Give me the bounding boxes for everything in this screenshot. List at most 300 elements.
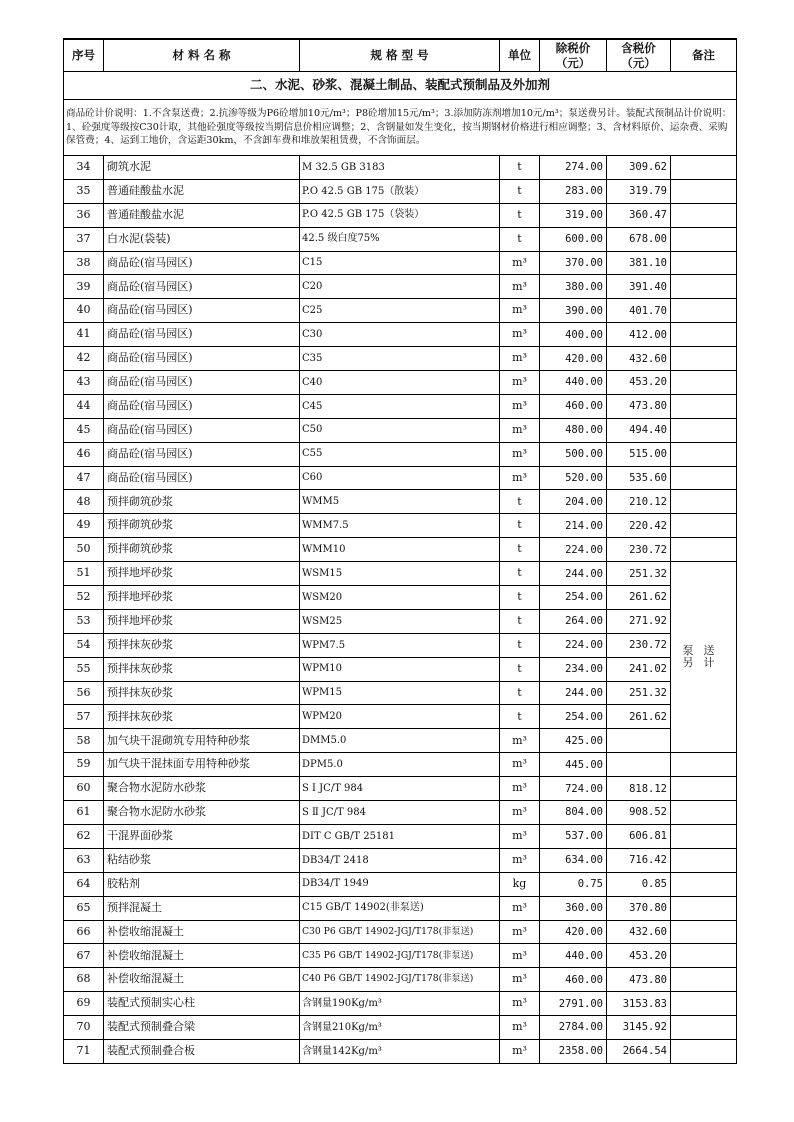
header-row (64, 39, 737, 72)
row-number: 54 (64, 633, 104, 657)
header-unit: 单位 (500, 39, 540, 72)
remark-pump-fee (671, 562, 737, 753)
material-name: 商品砼(宿马园区) (104, 442, 300, 466)
material-name: 粘结砂浆 (104, 848, 300, 872)
row-number: 53 (64, 609, 104, 633)
header-no: 序号 (64, 39, 104, 72)
remark (671, 275, 737, 299)
price-ex-tax: 0.75 (540, 872, 607, 896)
row-number: 63 (64, 848, 104, 872)
row-number: 58 (64, 729, 104, 753)
spec-model: C20 (300, 275, 500, 299)
spec-model: 含钢量210Kg/m³ (300, 1016, 500, 1040)
price-inc-tax: 230.72 (607, 538, 671, 562)
table-row (64, 251, 737, 275)
spec-model: DB34/T 1949 (300, 872, 500, 896)
table-row (64, 657, 737, 681)
table-row (64, 753, 737, 777)
row-number: 65 (64, 896, 104, 920)
price-ex-tax: 244.00 (540, 681, 607, 705)
material-name: 聚合物水泥防水砂浆 (104, 777, 300, 801)
price-inc-tax: 453.20 (607, 371, 671, 395)
header-remark: 备注 (671, 39, 737, 72)
price-ex-tax: 634.00 (540, 848, 607, 872)
price-ex-tax: 420.00 (540, 920, 607, 944)
remark (671, 920, 737, 944)
price-inc-tax: 210.12 (607, 490, 671, 514)
material-name: 预拌抹灰砂浆 (104, 705, 300, 729)
unit: kg (500, 872, 540, 896)
price-table (63, 38, 737, 1064)
row-number: 52 (64, 586, 104, 610)
table-row (64, 992, 737, 1016)
unit: m³ (500, 299, 540, 323)
material-name: 商品砼(宿马园区) (104, 323, 300, 347)
price-ex-tax: 214.00 (540, 514, 607, 538)
price-ex-tax: 2784.00 (540, 1016, 607, 1040)
table-row (64, 371, 737, 395)
material-name: 预拌地坪砂浆 (104, 609, 300, 633)
material-name: 装配式预制实心柱 (104, 992, 300, 1016)
unit: m³ (500, 801, 540, 825)
spec-model: C30 P6 GB/T 14902-JGJ/T178(非泵送) (300, 920, 500, 944)
row-number: 38 (64, 251, 104, 275)
spec-model: C30 (300, 323, 500, 347)
material-name: 商品砼(宿马园区) (104, 466, 300, 490)
material-name: 加气块干混砌筑专用特种砂浆 (104, 729, 300, 753)
price-ex-tax: 319.00 (540, 203, 607, 227)
row-number: 55 (64, 657, 104, 681)
spec-model: C35 P6 GB/T 14902-JGJ/T178(非泵送) (300, 944, 500, 968)
unit: m³ (500, 1039, 540, 1063)
material-name: 补偿收缩混凝土 (104, 920, 300, 944)
price-inc-tax: 261.62 (607, 586, 671, 610)
spec-model: DIT C GB/T 25181 (300, 824, 500, 848)
price-inc-tax: 412.00 (607, 323, 671, 347)
spec-model: WSM20 (300, 586, 500, 610)
price-inc-tax: 432.60 (607, 347, 671, 371)
unit: t (500, 203, 540, 227)
row-number: 56 (64, 681, 104, 705)
unit: m³ (500, 251, 540, 275)
price-inc-tax: 261.62 (607, 705, 671, 729)
table-row (64, 944, 737, 968)
remark (671, 466, 737, 490)
remark (671, 442, 737, 466)
unit: t (500, 538, 540, 562)
material-name: 普通硅酸盐水泥 (104, 203, 300, 227)
remark (671, 251, 737, 275)
price-inc-tax: 319.79 (607, 179, 671, 203)
price-inc-tax: 716.42 (607, 848, 671, 872)
price-ex-tax: 244.00 (540, 562, 607, 586)
unit: t (500, 609, 540, 633)
row-number: 67 (64, 944, 104, 968)
unit: t (500, 562, 540, 586)
price-ex-tax: 480.00 (540, 418, 607, 442)
row-number: 44 (64, 394, 104, 418)
material-name: 胶粘剂 (104, 872, 300, 896)
remark (671, 371, 737, 395)
remark (671, 824, 737, 848)
table-row (64, 442, 737, 466)
remark (671, 896, 737, 920)
unit: m³ (500, 466, 540, 490)
remark (671, 203, 737, 227)
spec-model: C55 (300, 442, 500, 466)
table-row (64, 347, 737, 371)
material-name: 预拌混凝土 (104, 896, 300, 920)
material-name: 装配式预制叠合板 (104, 1039, 300, 1063)
price-ex-tax: 460.00 (540, 968, 607, 992)
price-inc-tax: 230.72 (607, 633, 671, 657)
table-row (64, 586, 737, 610)
table-row (64, 777, 737, 801)
row-number: 64 (64, 872, 104, 896)
row-number: 39 (64, 275, 104, 299)
remark (671, 753, 737, 777)
material-name: 预拌砌筑砂浆 (104, 538, 300, 562)
remark (671, 1039, 737, 1063)
table-row (64, 1016, 737, 1040)
unit: m³ (500, 777, 540, 801)
row-number: 62 (64, 824, 104, 848)
remark (671, 538, 737, 562)
section-row (64, 72, 737, 100)
section-title: 二、水泥、砂浆、混凝土制品、装配式预制品及外加剂 (64, 72, 737, 100)
unit: m³ (500, 275, 540, 299)
unit: m³ (500, 824, 540, 848)
row-number: 71 (64, 1039, 104, 1063)
spec-model: C15 (300, 251, 500, 275)
row-number: 41 (64, 323, 104, 347)
remark-line-2: 另计 (682, 656, 725, 670)
price-ex-tax: 600.00 (540, 227, 607, 251)
price-inc-tax: 606.81 (607, 824, 671, 848)
price-ex-tax: 390.00 (540, 299, 607, 323)
material-name: 商品砼(宿马园区) (104, 347, 300, 371)
spec-model: DMM5.0 (300, 729, 500, 753)
price-ex-tax: 804.00 (540, 801, 607, 825)
price-inc-tax: 515.00 (607, 442, 671, 466)
price-ex-tax: 520.00 (540, 466, 607, 490)
unit: t (500, 657, 540, 681)
price-ex-tax: 370.00 (540, 251, 607, 275)
remark (671, 156, 737, 180)
price-inc-tax: 391.40 (607, 275, 671, 299)
material-name: 商品砼(宿马园区) (104, 275, 300, 299)
price-inc-tax: 370.80 (607, 896, 671, 920)
spec-model: C15 GB/T 14902(非泵送) (300, 896, 500, 920)
row-number: 70 (64, 1016, 104, 1040)
row-number: 46 (64, 442, 104, 466)
remark (671, 872, 737, 896)
price-ex-tax: 440.00 (540, 371, 607, 395)
spec-model: WPM20 (300, 705, 500, 729)
spec-model: C40 (300, 371, 500, 395)
row-number: 36 (64, 203, 104, 227)
material-name: 白水泥(袋装) (104, 227, 300, 251)
spec-model: 含钢量190Kg/m³ (300, 992, 500, 1016)
material-name: 加气块干混抹面专用特种砂浆 (104, 753, 300, 777)
pricing-note: 商品砼计价说明：1.不含泵送费；2.抗渗等级为P6砼增加10元/m³；P8砼增加15元/m³；3.添加防冻剂增加10元/m³；泵送费另计。装配式预制品计价说明：1、砼强度等级按C30计取，其他砼强度等级按当期信息价相应调整；2、含钢量如发生变化，按当期钢材价格进行相应调整；3、含材料原价、运杂费、采购保管费；4、运到工地价，含运距30km，不含卸车费和堆放架租赁费，不含饰面层。 (64, 100, 737, 156)
spec-model: 含钢量142Kg/m³ (300, 1039, 500, 1063)
price-ex-tax: 2791.00 (540, 992, 607, 1016)
remark (671, 968, 737, 992)
material-name: 预拌抹灰砂浆 (104, 633, 300, 657)
price-ex-tax: 425.00 (540, 729, 607, 753)
remark (671, 777, 737, 801)
price-ex-tax: 224.00 (540, 538, 607, 562)
price-inc-tax (607, 753, 671, 777)
unit: m³ (500, 896, 540, 920)
spec-model: WPM15 (300, 681, 500, 705)
price-inc-tax: 360.47 (607, 203, 671, 227)
material-name: 干混界面砂浆 (104, 824, 300, 848)
material-name: 商品砼(宿马园区) (104, 251, 300, 275)
price-ex-tax: 2358.00 (540, 1039, 607, 1063)
remark-line-1: 泵送 (682, 643, 725, 657)
spec-model: C50 (300, 418, 500, 442)
spec-model: S Ⅰ JC/T 984 (300, 777, 500, 801)
material-name: 商品砼(宿马园区) (104, 371, 300, 395)
price-inc-tax: 494.40 (607, 418, 671, 442)
table-row (64, 562, 737, 586)
header-price-ex-tax: 除税价 （元） (540, 39, 607, 72)
table-row (64, 466, 737, 490)
remark (671, 418, 737, 442)
unit: m³ (500, 442, 540, 466)
row-number: 66 (64, 920, 104, 944)
material-name: 聚合物水泥防水砂浆 (104, 801, 300, 825)
unit: t (500, 705, 540, 729)
price-inc-tax: 251.32 (607, 681, 671, 705)
spec-model: S Ⅱ JC/T 984 (300, 801, 500, 825)
spec-model: DB34/T 2418 (300, 848, 500, 872)
price-ex-tax: 360.00 (540, 896, 607, 920)
unit: m³ (500, 347, 540, 371)
row-number: 61 (64, 801, 104, 825)
material-name: 补偿收缩混凝土 (104, 968, 300, 992)
spec-model: WMM5 (300, 490, 500, 514)
price-inc-tax: 473.80 (607, 968, 671, 992)
price-ex-tax: 254.00 (540, 586, 607, 610)
table-row (64, 275, 737, 299)
row-number: 45 (64, 418, 104, 442)
row-number: 68 (64, 968, 104, 992)
table-row (64, 801, 737, 825)
table-row (64, 299, 737, 323)
price-inc-tax: 678.00 (607, 227, 671, 251)
material-name: 商品砼(宿马园区) (104, 394, 300, 418)
table-row (64, 633, 737, 657)
row-number: 51 (64, 562, 104, 586)
note-row (64, 100, 737, 156)
table-row (64, 490, 737, 514)
spec-model: DPM5.0 (300, 753, 500, 777)
price-inc-tax: 401.70 (607, 299, 671, 323)
price-ex-tax: 537.00 (540, 824, 607, 848)
price-inc-tax: 818.12 (607, 777, 671, 801)
remark (671, 227, 737, 251)
table-row (64, 920, 737, 944)
price-inc-tax: 453.20 (607, 944, 671, 968)
price-ex-tax: 460.00 (540, 394, 607, 418)
unit: m³ (500, 371, 540, 395)
unit: m³ (500, 920, 540, 944)
material-name: 普通硅酸盐水泥 (104, 179, 300, 203)
remark (671, 179, 737, 203)
row-number: 37 (64, 227, 104, 251)
unit: t (500, 514, 540, 538)
spec-model: WPM7.5 (300, 633, 500, 657)
unit: m³ (500, 418, 540, 442)
price-inc-tax: 473.80 (607, 394, 671, 418)
material-name: 预拌砌筑砂浆 (104, 514, 300, 538)
unit: m³ (500, 992, 540, 1016)
row-number: 40 (64, 299, 104, 323)
unit: m³ (500, 968, 540, 992)
price-inc-tax (607, 729, 671, 753)
table-row (64, 896, 737, 920)
header-price-inc-tax: 含税价 （元） (607, 39, 671, 72)
header-name: 材 料 名 称 (104, 39, 300, 72)
spec-model: C45 (300, 394, 500, 418)
unit: t (500, 681, 540, 705)
price-inc-tax: 432.60 (607, 920, 671, 944)
price-ex-tax: 380.00 (540, 275, 607, 299)
row-number: 50 (64, 538, 104, 562)
price-inc-tax: 241.02 (607, 657, 671, 681)
spec-model: C35 (300, 347, 500, 371)
spec-model: P.O 42.5 GB 175（袋装） (300, 203, 500, 227)
unit: m³ (500, 394, 540, 418)
price-inc-tax: 309.62 (607, 156, 671, 180)
price-ex-tax: 274.00 (540, 156, 607, 180)
price-ex-tax: 283.00 (540, 179, 607, 203)
table-row (64, 418, 737, 442)
remark (671, 801, 737, 825)
unit: m³ (500, 944, 540, 968)
remark (671, 1016, 737, 1040)
row-number: 43 (64, 371, 104, 395)
price-inc-tax: 381.10 (607, 251, 671, 275)
table-row (64, 179, 737, 203)
remark (671, 992, 737, 1016)
remark (671, 323, 737, 347)
price-inc-tax: 0.85 (607, 872, 671, 896)
price-ex-tax: 234.00 (540, 657, 607, 681)
table-row (64, 1039, 737, 1063)
remark (671, 514, 737, 538)
price-ex-tax: 440.00 (540, 944, 607, 968)
unit: m³ (500, 323, 540, 347)
row-number: 60 (64, 777, 104, 801)
spec-model: WPM10 (300, 657, 500, 681)
price-inc-tax: 535.60 (607, 466, 671, 490)
table-row (64, 203, 737, 227)
price-ex-tax: 254.00 (540, 705, 607, 729)
price-ex-tax: 264.00 (540, 609, 607, 633)
remark (671, 848, 737, 872)
table-row (64, 609, 737, 633)
price-inc-tax: 908.52 (607, 801, 671, 825)
price-inc-tax: 3145.92 (607, 1016, 671, 1040)
price-ex-tax: 400.00 (540, 323, 607, 347)
unit: t (500, 179, 540, 203)
row-number: 34 (64, 156, 104, 180)
price-ex-tax: 420.00 (540, 347, 607, 371)
price-inc-tax: 220.42 (607, 514, 671, 538)
row-number: 57 (64, 705, 104, 729)
price-inc-tax: 251.32 (607, 562, 671, 586)
remark (671, 490, 737, 514)
unit: m³ (500, 729, 540, 753)
remark (671, 394, 737, 418)
material-name: 预拌抹灰砂浆 (104, 681, 300, 705)
table-row (64, 394, 737, 418)
header-spec: 规 格 型 号 (300, 39, 500, 72)
table-row (64, 872, 737, 896)
spec-model: C60 (300, 466, 500, 490)
material-name: 预拌地坪砂浆 (104, 586, 300, 610)
unit: t (500, 156, 540, 180)
material-name: 商品砼(宿马园区) (104, 299, 300, 323)
row-number: 47 (64, 466, 104, 490)
spec-model: WSM25 (300, 609, 500, 633)
price-ex-tax: 500.00 (540, 442, 607, 466)
unit: t (500, 490, 540, 514)
row-number: 59 (64, 753, 104, 777)
table-row (64, 968, 737, 992)
remark (671, 299, 737, 323)
table-row (64, 681, 737, 705)
remark (671, 944, 737, 968)
spec-model: 42.5 级白度75% (300, 227, 500, 251)
spec-model: WMM10 (300, 538, 500, 562)
table-row (64, 824, 737, 848)
price-ex-tax: 724.00 (540, 777, 607, 801)
table-row (64, 227, 737, 251)
table-row (64, 538, 737, 562)
table-row (64, 848, 737, 872)
spec-model: C25 (300, 299, 500, 323)
unit: t (500, 227, 540, 251)
material-name: 预拌抹灰砂浆 (104, 657, 300, 681)
unit: m³ (500, 848, 540, 872)
row-number: 69 (64, 992, 104, 1016)
material-name: 预拌砌筑砂浆 (104, 490, 300, 514)
row-number: 48 (64, 490, 104, 514)
spec-model: M 32.5 GB 3183 (300, 156, 500, 180)
unit: m³ (500, 753, 540, 777)
price-ex-tax: 445.00 (540, 753, 607, 777)
unit: t (500, 586, 540, 610)
spec-model: WSM15 (300, 562, 500, 586)
table-row (64, 514, 737, 538)
price-inc-tax: 271.92 (607, 609, 671, 633)
price-ex-tax: 224.00 (540, 633, 607, 657)
material-name: 补偿收缩混凝土 (104, 944, 300, 968)
material-name: 商品砼(宿马园区) (104, 418, 300, 442)
unit: m³ (500, 1016, 540, 1040)
price-inc-tax: 2664.54 (607, 1039, 671, 1063)
material-name: 砌筑水泥 (104, 156, 300, 180)
row-number: 42 (64, 347, 104, 371)
table-row (64, 705, 737, 729)
spec-model: C40 P6 GB/T 14902-JGJ/T178(非泵送) (300, 968, 500, 992)
unit: t (500, 633, 540, 657)
